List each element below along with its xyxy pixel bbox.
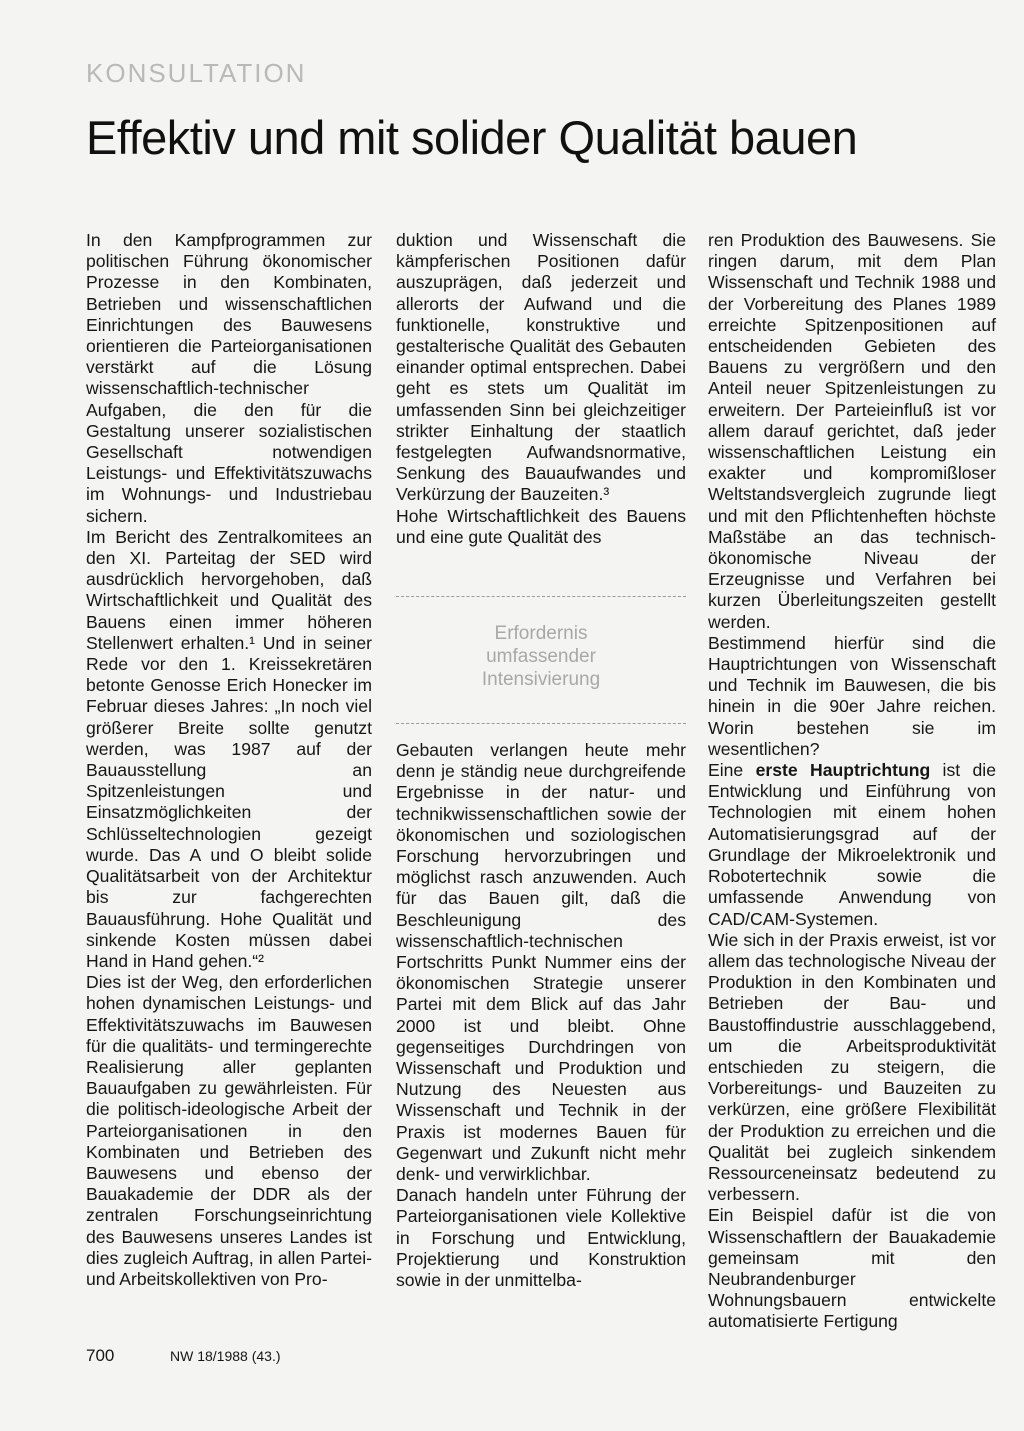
divider [396, 723, 686, 724]
emphasis-text: erste Hauptrichtung [755, 760, 931, 781]
pull-quote-line: Intensivierung [481, 669, 601, 690]
paragraph: Ein Beispiel dafür ist die von Wissenschaftlern der Bauakademie gemeinsam mit den Neubrandenburger Wohnungsbauern entwickelte automatisierte Fertigung [708, 1205, 996, 1332]
paragraph: Im Bericht des Zentralkomitees an den XI. Parteitag der SED wird ausdrücklich hervorgehoben, daß Wirtschaftlichkeit und Qualität des Bauens einen immer höheren Stellenwert erhalten.¹ Und in seiner Rede vor den 1. Kreissekretären betonte Genosse Erich Honecker im Februar dieses Jahres: „In noch viel größerer Breite sollte genutzt werden, was 1987 auf der Bauausstellung an Spitzenleistungen und Einsatzmöglichkeiten der Schlüsseltechnologien gezeigt wurde. Das A und O bleibt solide Qualitätsarbeit von der Architektur bis zur fachgerechten Bauausführung. Hohe Qualität und sinkende Kosten müssen dabei Hand in Hand gehen.“² [86, 526, 372, 971]
article-title: Effektiv und mit solider Qualität bauen [86, 111, 858, 164]
pull-quote-text [396, 622, 686, 691]
paragraph: Gebauten verlangen heute mehr denn je ständig neue durchgreifende Ergebnisse in der natur- und technikwissenschaftlichen sowie der ökonomischen und soziologischen Forschung hervorzubringen und möglichst rasch anzuwenden. Auch für das Bauen gilt, daß die Beschleunigung des wissenschaftlich-technischen Fortschritts Punkt Nummer eins der ökonomischen Strategie unserer Partei mit dem Blick auf das Jahr 2000 ist und bleibt. Ohne gegenseitiges Durchdringen von Wissenschaft und Produktion und Nutzung des Neuesten aus Wissenschaft und Technik in der Praxis ist modernes Bauen für Gegenwart und Zukunft nicht mehr denk- und verwirklichbar. [396, 740, 686, 1185]
text-column-3 [708, 230, 996, 1333]
pull-quote-line: Erfordernis [494, 623, 588, 644]
divider [396, 596, 686, 597]
paragraph: In den Kampfprogrammen zur politischen Führung ökonomischer Prozesse in den Kombinaten, Betrieben und wissenschaftlichen Einrichtungen des Bauwesens orientieren die Parteiorganisationen verstärkt auf die Lösung wissenschaftlich-technischer Aufgaben, die den für die Gestaltung unserer sozialistischen Gesellschaft notwendigen Leistungs- und Effektivitätszuwachs im Wohnungs- und Industriebau sichern. [86, 230, 372, 526]
section-rubric: KONSULTATION [86, 58, 307, 88]
paragraph: Wie sich in der Praxis erweist, ist vor allem das technologische Niveau der Produktion in den Kombinaten und Betrieben der Bau- und Baustoffindustrie ausschlaggebend, um die Arbeitsproduktivität entschieden zu steigern, die Vorbereitungs- und Bauzeiten zu verkürzen, eine größere Flexibilität der Produktion zu erreichen und die Qualität bei zugleich sinkendem Ressourceneinsatz bedeutend zu verbessern. [708, 929, 996, 1205]
paragraph: Bestimmend hierfür sind die Hauptrichtungen von Wissenschaft und Technik im Bauwesen, die bis hinein in die 90er Jahre reichen. Worin bestehen sie im wesentlichen? [708, 632, 996, 759]
paragraph: duktion und Wissenschaft die kämpferischen Positionen dafür auszuprägen, daß jederzeit und allerorts der Aufwand und die funktionelle, konstruktive und gestalterische Qualität des Gebauten einander optimal entsprechen. Dabei geht es stets um Qualität im umfassenden Sinn bei gleichzeitiger strikter Einhaltung der staatlich festgelegten Aufwandsnormative, Senkung des Bauaufwandes und Verkürzung der Bauzeiten.³ [396, 230, 686, 505]
paragraph: Hohe Wirtschaftlichkeit des Bauens und eine gute Qualität des [396, 505, 686, 547]
paragraph: ren Produktion des Bauwesens. Sie ringen darum, mit dem Plan Wissenschaft und Technik 1988 und der Vorbereitung des Planes 1989 erreichte Spitzenpositionen auf entscheidenden Gebieten des Bauens zu vergrößern und den Anteil neuer Spitzenleistungen zu erweitern. Der Parteieinfluß ist vor allem darauf gerichtet, daß jeder wissenschaftlichen Leistung ein exakter und kompromißloser Weltstandsvergleich zugrunde liegt und mit den Pflichtenheften höchste Maßstäbe an das technisch-ökonomische Niveau der Erzeugnisse und Verfahren bei kurzen Überleitungszeiten gestellt werden. [708, 230, 996, 632]
pull-quote [396, 592, 686, 728]
issue-label: NW 18/1988 (43.) [170, 1348, 281, 1364]
text-run: ist die Entwicklung und Einführung von Technologien mit einem hohen Automatisierungsgrad auf der Grundlage der Mikroelektronik und Robotertechnik sowie die umfassende Anwendung von CAD/CAM-Systemen. [708, 760, 996, 929]
pull-quote-line: umfassender [486, 646, 596, 667]
paragraph: Danach handeln unter Führung der Parteiorganisationen viele Kollektive in Forschung und Entwicklung, Projektierung und Konstruktion sowie in der unmittelba- [396, 1185, 686, 1291]
text-column-2-continued [396, 740, 686, 1291]
paragraph [708, 760, 996, 930]
text-run: Eine [708, 760, 756, 781]
paragraph: Dies ist der Weg, den erforderlichen hohen dynamischen Leistungs- und Effektivitätszuwachs im Bauwesen für die qualitäts- und termingerechte Realisierung aller geplanten Bauaufgaben zu gewährleisten. Für die politisch-ideologische Arbeit der Parteiorganisationen in den Kombinaten und Betrieben des Bauwesens und ebenso der Bauakademie der DDR als der zentralen Forschungseinrichtung des Bauwesens unseres Landes ist dies zugleich Auftrag, in allen Partei- und Arbeitskollektiven von Pro- [86, 972, 372, 1289]
text-column-1 [86, 230, 372, 1290]
page-number: 700 [86, 1346, 115, 1365]
text-column-2 [396, 230, 686, 548]
